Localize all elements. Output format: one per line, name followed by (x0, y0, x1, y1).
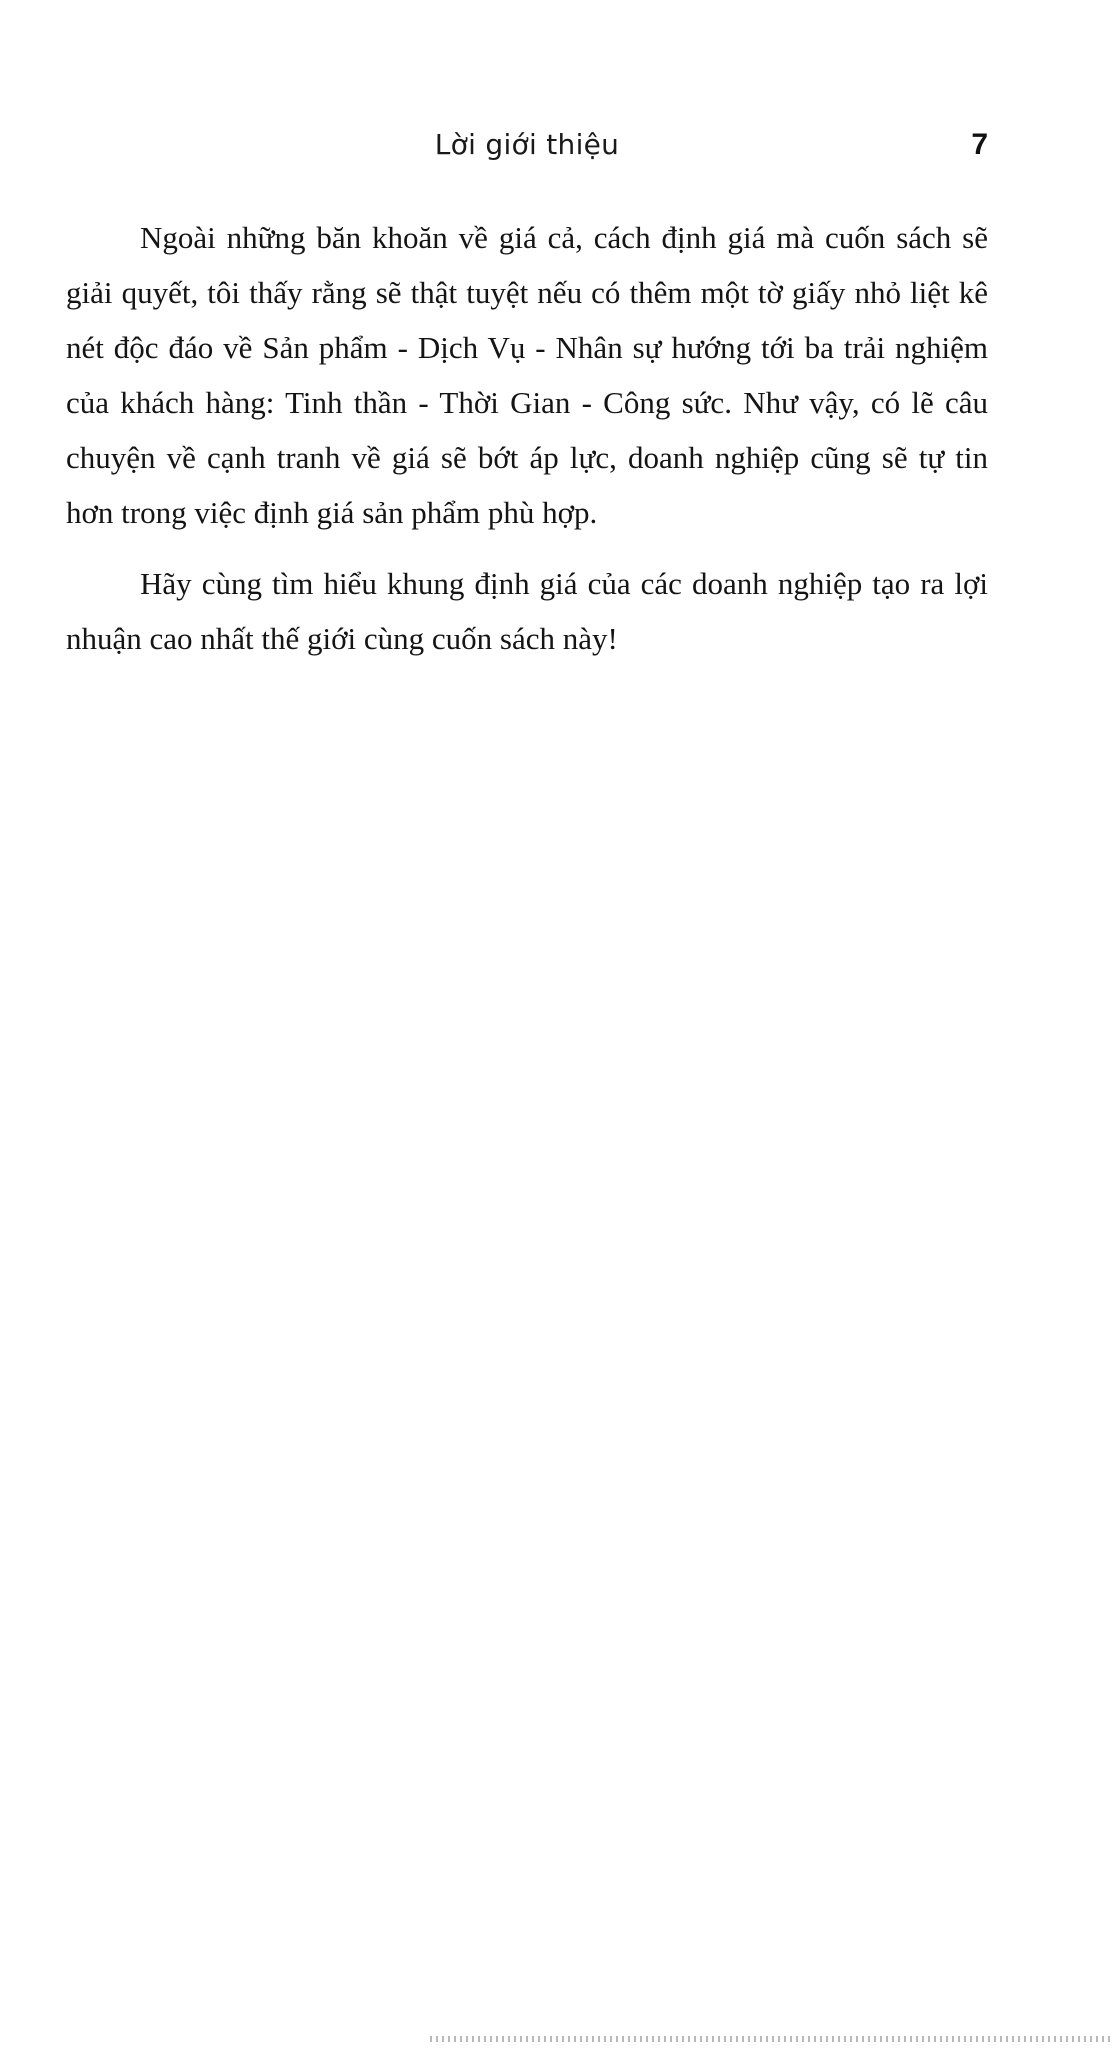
scan-edge-artifact (430, 2036, 1113, 2042)
paragraph: Hãy cùng tìm hiểu khung định giá của các doanh nghiệp tạo ra lợi nhuận cao nhất thế giới cùng cuốn sách này! (66, 566, 988, 656)
paragraph: Ngoài những băn khoăn về giá cả, cách định giá mà cuốn sách sẽ giải quyết, tôi thấy rằng sẽ thật tuyệt nếu có thêm một tờ giấy nhỏ liệt kê nét độc đáo về Sản phẩm - Dịch Vụ - Nhân sự hướng tới ba trải nghiệm của khách hàng: Tinh thần - Thời Gian - Công sức. Như vậy, có lẽ câu chuyện về cạnh tranh về giá sẽ bớt áp lực, doanh nghiệp cũng sẽ tự tin hơn trong việc định giá sản phẩm phù hợp. (66, 220, 988, 530)
page-number: 7 (971, 128, 988, 161)
running-title: Lời giới thiệu (434, 128, 620, 161)
running-header (66, 128, 988, 168)
body-text (66, 210, 988, 682)
